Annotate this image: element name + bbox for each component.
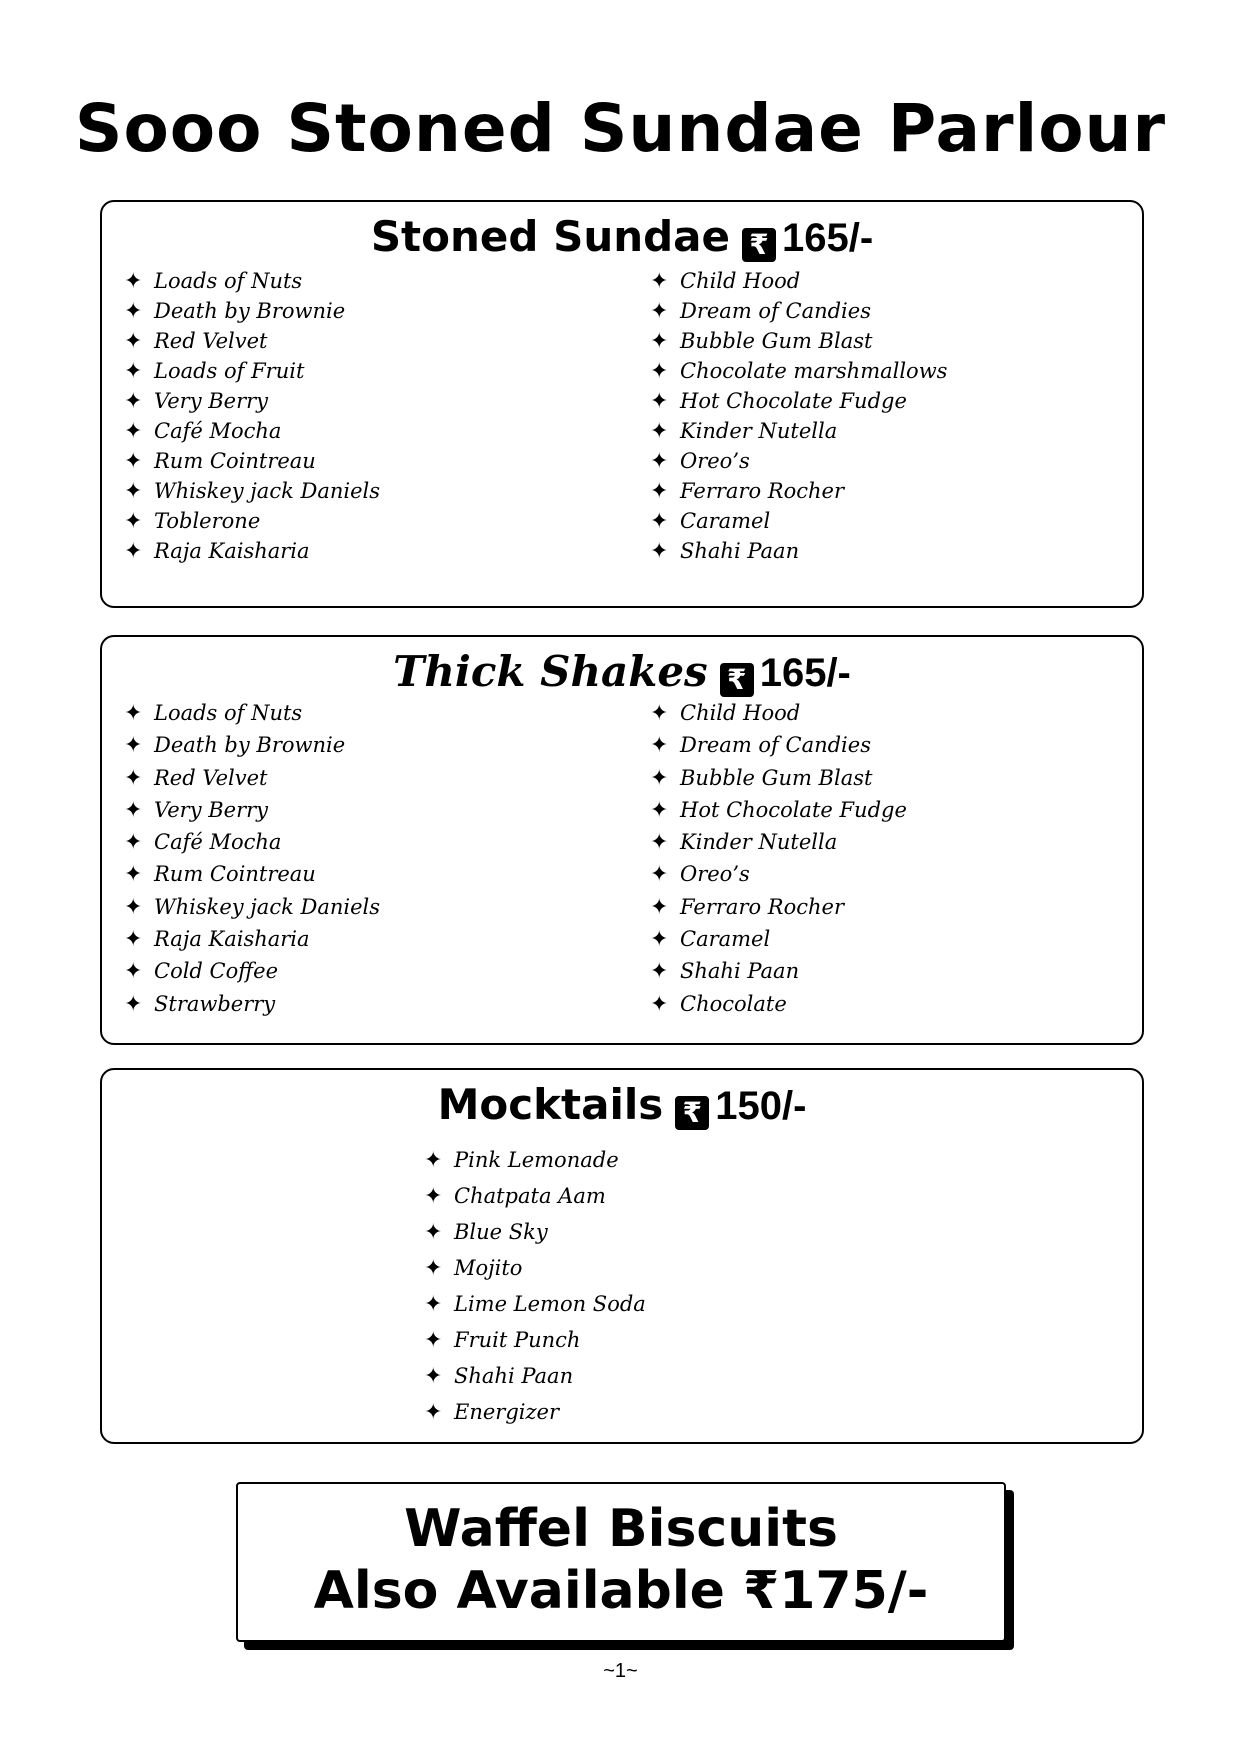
- menu-item: [124, 955, 380, 987]
- menu-item: [124, 794, 380, 826]
- star-bullet-icon: ✦: [650, 765, 669, 791]
- menu-item: [650, 296, 947, 326]
- menu-item: [124, 826, 380, 858]
- menu-item: [650, 697, 907, 729]
- menu-item-label: Shahi Paan: [454, 1364, 574, 1388]
- star-bullet-icon: ✦: [650, 419, 669, 444]
- thick-shakes-section: [100, 635, 1144, 1045]
- menu-item-label: Red Velvet: [154, 329, 268, 353]
- star-bullet-icon: ✦: [650, 927, 669, 953]
- star-bullet-icon: ✦: [650, 329, 669, 354]
- section-header: [102, 647, 1142, 697]
- star-bullet-icon: ✦: [650, 449, 669, 474]
- menu-item: [424, 1358, 646, 1394]
- star-bullet-icon: ✦: [650, 509, 669, 534]
- menu-item: [650, 536, 947, 566]
- menu-item: [424, 1322, 646, 1358]
- menu-item: [650, 266, 947, 296]
- menu-item-label: Dream of Candies: [680, 299, 871, 323]
- menu-item-label: Pink Lemonade: [454, 1148, 619, 1172]
- menu-item: [124, 697, 380, 729]
- star-bullet-icon: ✦: [424, 1184, 443, 1209]
- star-bullet-icon: ✦: [124, 765, 143, 791]
- menu-item-label: Whiskey jack Daniels: [154, 479, 381, 503]
- menu-item-label: Very Berry: [154, 389, 269, 413]
- menu-item: [650, 416, 947, 446]
- menu-item-label: Shahi Paan: [680, 959, 800, 984]
- menu-item-label: Death by Brownie: [154, 733, 346, 758]
- menu-item: [650, 762, 907, 794]
- menu-item: [424, 1394, 646, 1430]
- menu-item: [424, 1178, 646, 1214]
- star-bullet-icon: ✦: [124, 359, 143, 384]
- star-bullet-icon: ✦: [650, 862, 669, 888]
- menu-item-label: Mojito: [454, 1256, 523, 1280]
- star-bullet-icon: ✦: [650, 479, 669, 504]
- menu-item-label: Café Mocha: [154, 419, 282, 443]
- menu-item-label: Caramel: [680, 927, 771, 952]
- star-bullet-icon: ✦: [124, 509, 143, 534]
- section-price: 165/-: [782, 216, 874, 260]
- menu-item: [124, 729, 380, 761]
- menu-item: [650, 826, 907, 858]
- star-bullet-icon: ✦: [424, 1256, 443, 1281]
- star-bullet-icon: ✦: [124, 894, 143, 920]
- mocktails-section: [100, 1068, 1144, 1444]
- star-bullet-icon: ✦: [650, 894, 669, 920]
- menu-item: [124, 506, 380, 536]
- menu-item-label: Death by Brownie: [154, 299, 346, 323]
- menu-item-label: Chatpata Aam: [454, 1184, 606, 1208]
- menu-item: [124, 476, 380, 506]
- stoned-sundae-section: [100, 200, 1144, 608]
- menu-item-label: Cold Coffee: [154, 959, 278, 984]
- section-header: [102, 212, 1142, 262]
- menu-item-label: Oreo’s: [680, 449, 750, 473]
- star-bullet-icon: ✦: [650, 389, 669, 414]
- item-list-right: [650, 266, 947, 566]
- menu-item: [424, 1214, 646, 1250]
- star-bullet-icon: ✦: [424, 1364, 443, 1389]
- star-bullet-icon: ✦: [650, 959, 669, 985]
- star-bullet-icon: ✦: [124, 959, 143, 985]
- menu-item-label: Loads of Fruit: [154, 359, 305, 383]
- menu-item-label: Raja Kaisharia: [154, 927, 310, 952]
- menu-item: [650, 858, 907, 890]
- star-bullet-icon: ✦: [650, 269, 669, 294]
- menu-item: [124, 326, 380, 356]
- menu-item: [424, 1250, 646, 1286]
- menu-item-label: Rum Cointreau: [154, 862, 316, 887]
- menu-item-label: Loads of Nuts: [154, 269, 303, 293]
- section-title: Mocktails: [437, 1080, 664, 1129]
- menu-item: [124, 762, 380, 794]
- star-bullet-icon: ✦: [124, 862, 143, 888]
- section-title: Stoned Sundae: [370, 212, 731, 261]
- item-list: [424, 1142, 646, 1430]
- menu-item: [650, 356, 947, 386]
- item-list-right: [650, 697, 907, 1020]
- menu-item-label: Raja Kaisharia: [154, 539, 310, 563]
- waffle-line-1: Waffel Biscuits: [404, 1499, 838, 1559]
- menu-item: [124, 386, 380, 416]
- menu-item-label: Oreo’s: [680, 862, 750, 887]
- star-bullet-icon: ✦: [650, 830, 669, 856]
- star-bullet-icon: ✦: [124, 991, 143, 1017]
- page-number: ~1~: [603, 1660, 638, 1682]
- menu-item: [650, 988, 907, 1020]
- star-bullet-icon: ✦: [424, 1328, 443, 1353]
- menu-item-label: Red Velvet: [154, 765, 268, 790]
- menu-item: [124, 891, 380, 923]
- star-bullet-icon: ✦: [650, 733, 669, 759]
- menu-item: [124, 356, 380, 386]
- menu-item-label: Shahi Paan: [680, 539, 800, 563]
- menu-item: [124, 296, 380, 326]
- menu-item: [124, 266, 380, 296]
- waffle-box: [236, 1482, 1006, 1642]
- section-title: Thick Shakes: [393, 647, 708, 696]
- star-bullet-icon: ✦: [124, 419, 143, 444]
- waffle-line-2: Also Available ₹175/-: [313, 1561, 929, 1621]
- rupee-icon: ₹: [742, 228, 776, 262]
- menu-item: [424, 1142, 646, 1178]
- menu-item-label: Ferraro Rocher: [680, 894, 845, 919]
- menu-item-label: Child Hood: [680, 269, 801, 293]
- star-bullet-icon: ✦: [124, 479, 143, 504]
- star-bullet-icon: ✦: [650, 991, 669, 1017]
- star-bullet-icon: ✦: [124, 389, 143, 414]
- menu-item-label: Ferraro Rocher: [680, 479, 845, 503]
- menu-item-label: Energizer: [454, 1400, 560, 1424]
- menu-item: [650, 794, 907, 826]
- menu-item: [124, 858, 380, 890]
- menu-item-label: Chocolate: [680, 991, 787, 1016]
- menu-item-label: Caramel: [680, 509, 771, 533]
- star-bullet-icon: ✦: [650, 701, 669, 726]
- menu-item-label: Rum Cointreau: [154, 449, 316, 473]
- menu-item: [650, 326, 947, 356]
- menu-item-label: Kinder Nutella: [680, 830, 838, 855]
- menu-item-label: Kinder Nutella: [680, 419, 838, 443]
- star-bullet-icon: ✦: [650, 359, 669, 384]
- menu-item-label: Bubble Gum Blast: [680, 329, 873, 353]
- menu-item-label: Hot Chocolate Fudge: [680, 389, 907, 413]
- rupee-icon: ₹: [720, 663, 754, 697]
- menu-item-label: Toblerone: [154, 509, 261, 533]
- star-bullet-icon: ✦: [124, 927, 143, 953]
- menu-item-label: Café Mocha: [154, 830, 282, 855]
- menu-item: [124, 988, 380, 1020]
- menu-item: [124, 923, 380, 955]
- star-bullet-icon: ✦: [424, 1292, 443, 1317]
- menu-item-label: Very Berry: [154, 797, 269, 822]
- menu-item: [650, 386, 947, 416]
- menu-item: [124, 416, 380, 446]
- menu-item-label: Strawberry: [154, 991, 276, 1016]
- menu-item: [650, 891, 907, 923]
- menu-item-label: Bubble Gum Blast: [680, 765, 873, 790]
- page-title: Sooo Stoned Sundae Parlour: [74, 90, 1167, 167]
- star-bullet-icon: ✦: [650, 539, 669, 564]
- section-price: 150/-: [715, 1084, 807, 1128]
- section-header: [102, 1080, 1142, 1130]
- star-bullet-icon: ✦: [424, 1148, 443, 1173]
- menu-item: [124, 446, 380, 476]
- menu-item: [650, 506, 947, 536]
- menu-item-label: Blue Sky: [454, 1220, 548, 1244]
- star-bullet-icon: ✦: [124, 269, 143, 294]
- menu-item: [424, 1286, 646, 1322]
- section-price: 165/-: [759, 651, 851, 695]
- item-list-left: [124, 266, 380, 566]
- star-bullet-icon: ✦: [650, 299, 669, 324]
- menu-item-label: Whiskey jack Daniels: [154, 894, 381, 919]
- star-bullet-icon: ✦: [650, 797, 669, 823]
- star-bullet-icon: ✦: [424, 1400, 443, 1425]
- star-bullet-icon: ✦: [124, 733, 143, 759]
- menu-item: [650, 446, 947, 476]
- star-bullet-icon: ✦: [124, 701, 143, 726]
- item-list-left: [124, 697, 380, 1020]
- menu-item: [650, 729, 907, 761]
- menu-item: [124, 536, 380, 566]
- star-bullet-icon: ✦: [124, 449, 143, 474]
- star-bullet-icon: ✦: [124, 830, 143, 856]
- rupee-icon: ₹: [675, 1096, 709, 1130]
- menu-item-label: Chocolate marshmallows: [680, 359, 948, 383]
- menu-item-label: Lime Lemon Soda: [454, 1292, 646, 1316]
- menu-item-label: Fruit Punch: [454, 1328, 581, 1352]
- star-bullet-icon: ✦: [424, 1220, 443, 1245]
- menu-item: [650, 955, 907, 987]
- menu-item-label: Hot Chocolate Fudge: [680, 797, 907, 822]
- star-bullet-icon: ✦: [124, 329, 143, 354]
- menu-item-label: Child Hood: [680, 701, 801, 725]
- star-bullet-icon: ✦: [124, 797, 143, 823]
- menu-item-label: Dream of Candies: [680, 733, 871, 758]
- star-bullet-icon: ✦: [124, 539, 143, 564]
- menu-item: [650, 476, 947, 506]
- menu-item: [650, 923, 907, 955]
- menu-item-label: Loads of Nuts: [154, 701, 303, 725]
- star-bullet-icon: ✦: [124, 299, 143, 324]
